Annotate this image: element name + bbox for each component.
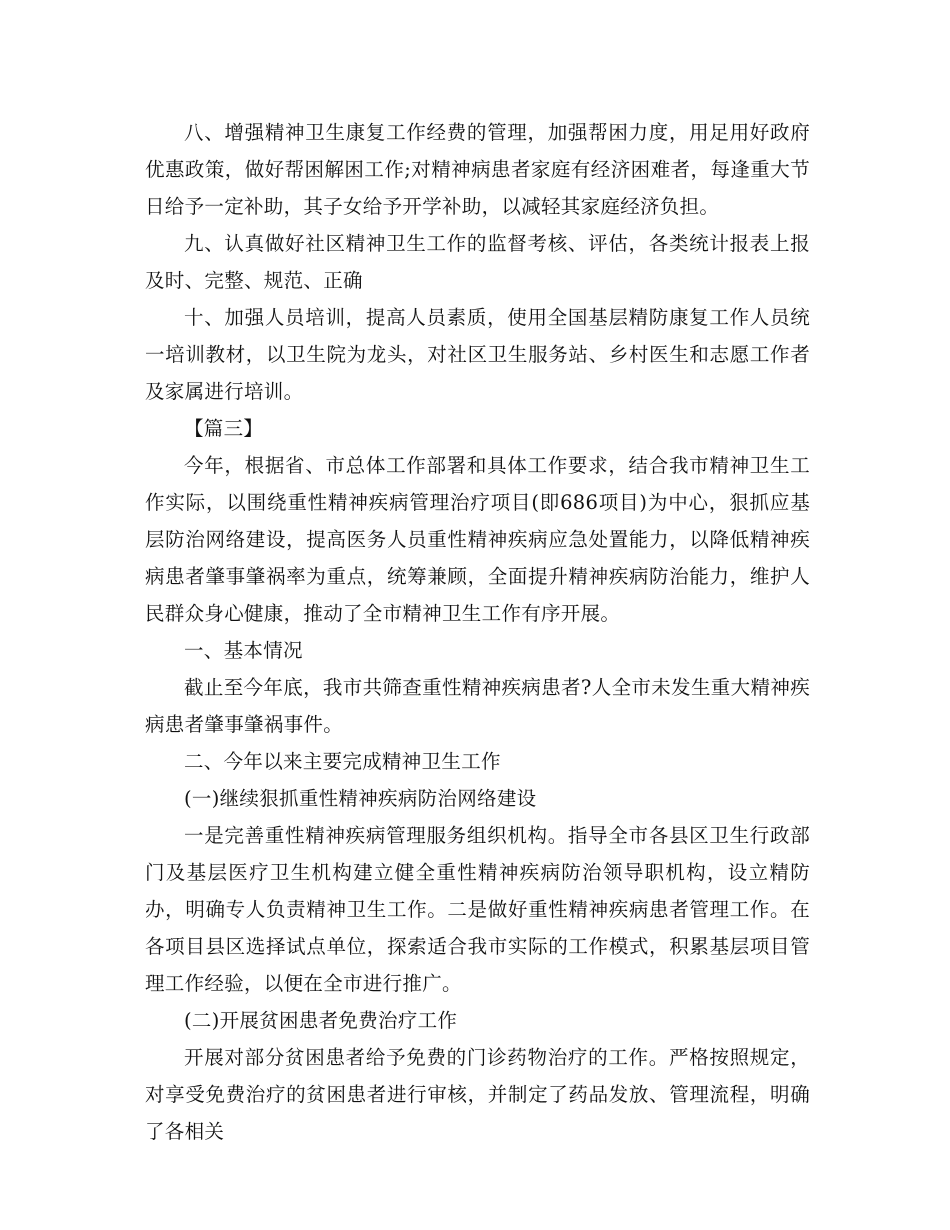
subheading-free-treatment: (二)开展贫困患者免费治疗工作 <box>184 1009 458 1032</box>
section-heading-main-work: 二、今年以来主要完成精神卫生工作 <box>184 750 501 773</box>
basic-situation-paragraph: 截止至今年底，我市共筛查重性精神疾病患者?人全市未发生重大精神疾病患者肇事肇祸事件。 <box>145 676 810 736</box>
paragraph-item-8: 八、增强精神卫生康复工作经费的管理，加强帮困力度，用足用好政府优惠政策，做好帮困解困工作;对精神病患者家庭有经济困难者，每逢重大节日给予一定补助，其子女给予开学补助，以减轻其家庭经济负担。 <box>145 121 810 218</box>
subheading-network-construction: (一)继续狠抓重性精神疾病防治网络建设 <box>184 787 537 810</box>
free-treatment-paragraph: 开展对部分贫困患者给予免费的门诊药物治疗的工作。严格按照规定，对享受免费治疗的贫困患者进行审核，并制定了药品发放、管理流程，明确了各相关 <box>145 1046 810 1143</box>
section-heading-part-three: 【篇三】 <box>184 417 264 440</box>
paragraph-item-9: 九、认真做好社区精神卫生工作的监督考核、评估，各类统计报表上报及时、完整、规范、正确 <box>145 232 810 292</box>
paragraph-item-10: 十、加强人员培训，提高人员素质，使用全国基层精防康复工作人员统一培训教材，以卫生院为龙头，对社区卫生服务站、乡村医生和志愿工作者及家属进行培训。 <box>145 306 810 403</box>
document-body <box>145 114 810 1150</box>
network-construction-paragraph: 一是完善重性精神疾病管理服务组织机构。指导全市各县区卫生行政部门及基层医疗卫生机构建立健全重性精神疾病防治领导职机构，设立精防办，明确专人负责精神卫生工作。二是做好重性精神疾病患者管理工作。在各项目县区选择试点单位，探索适合我市实际的工作模式，积累基层项目管理工作经验，以便在全市进行推广。 <box>145 824 810 995</box>
section-heading-basic-situation: 一、基本情况 <box>184 639 303 662</box>
intro-paragraph: 今年，根据省、市总体工作部署和具体工作要求，结合我市精神卫生工作实际，以围绕重性精神疾病管理治疗项目(即686项目)为中心，狠抓应基层防治网络建设，提高医务人员重性精神疾病应急处置能力，以降低精神疾病患者肇事肇祸率为重点，统筹兼顾，全面提升精神疾病防治能力，维护人民群众身心健康，推动了全市精神卫生工作有序开展。 <box>145 454 810 625</box>
